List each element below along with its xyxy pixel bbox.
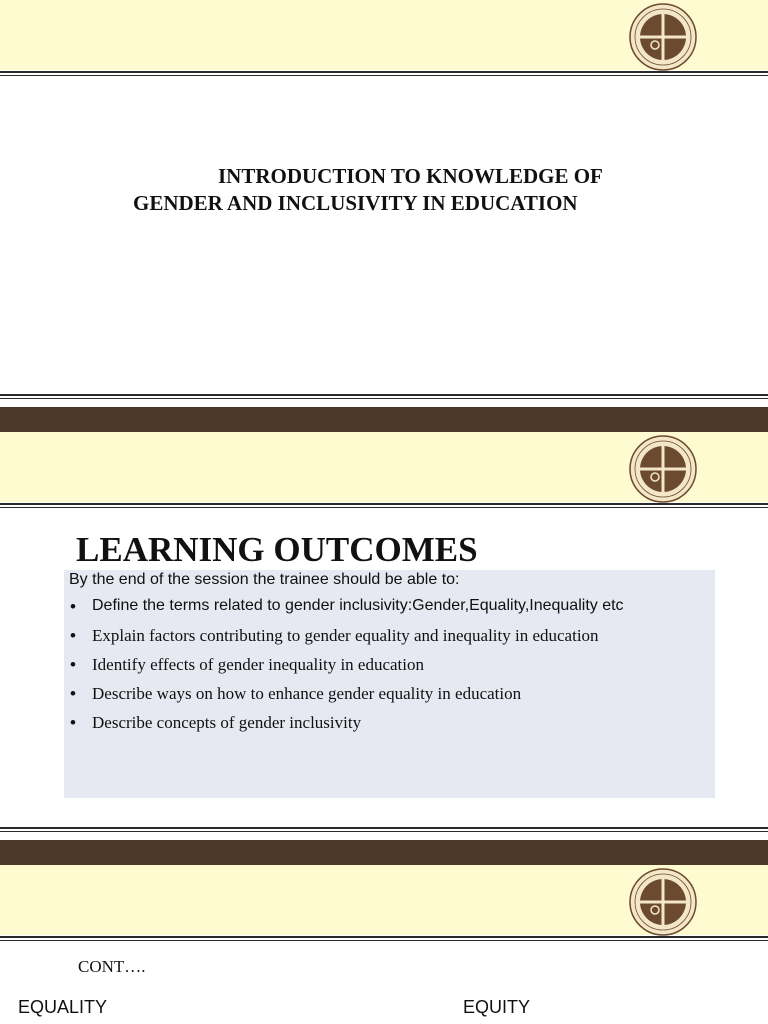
bullet-dot: • [70, 626, 76, 645]
learning-outcomes-intro: By the end of the session the trainee should be able to: [69, 571, 460, 588]
list-item [70, 713, 710, 735]
slide2-header-rule-thin [0, 507, 768, 508]
learning-outcomes-box [64, 570, 715, 798]
college-logo [629, 868, 697, 936]
bullet-text: Identify effects of gender inequality in education [92, 655, 425, 674]
bullet-text: Describe ways on how to enhance gender equality in education [92, 684, 522, 703]
bullet-dot: • [70, 713, 76, 732]
college-logo-icon [629, 868, 697, 936]
college-logo-icon [629, 435, 697, 503]
bullet-dot: • [70, 684, 76, 703]
bullet-dot: • [70, 597, 76, 616]
slide2-footer-rule-thin [0, 831, 768, 832]
slide2-header-rule [0, 503, 768, 505]
bullet-text: Describe concepts of gender inclusivity [92, 713, 362, 732]
slide1-header-rule [0, 71, 768, 73]
slide3-brown-band [0, 840, 768, 865]
slide1-title-line2: GENDER AND INCLUSIVITY IN EDUCATION [133, 191, 578, 215]
slide1-title-line1: INTRODUCTION TO KNOWLEDGE OF [218, 164, 603, 188]
list-item [70, 597, 710, 619]
list-item [70, 655, 710, 677]
list-item [70, 684, 710, 706]
slide3-cont-label: CONT…. [78, 957, 146, 976]
slide1-header-rule-thin [0, 75, 768, 76]
slide1-footer-rule [0, 394, 768, 396]
learning-outcomes-heading: LEARNING OUTCOMES [76, 530, 478, 569]
slide3-header-rule [0, 936, 768, 938]
slide2-brown-band [0, 407, 768, 432]
college-logo [629, 435, 697, 503]
slide1-footer-rule-thin [0, 398, 768, 399]
equality-column-label: EQUALITY [18, 997, 108, 1017]
equity-column-label: EQUITY [463, 997, 531, 1017]
slide3-header-rule-thin [0, 940, 768, 941]
college-logo [629, 3, 697, 71]
college-logo-icon [629, 3, 697, 71]
bullet-text: Explain factors contributing to gender equality and inequality in education [92, 626, 599, 645]
bullet-dot: • [70, 655, 76, 674]
list-item [70, 626, 710, 648]
slide2-footer-rule [0, 827, 768, 829]
bullet-text: Define the terms related to gender inclusivity:Gender,Equality,Inequality etc [92, 597, 624, 614]
